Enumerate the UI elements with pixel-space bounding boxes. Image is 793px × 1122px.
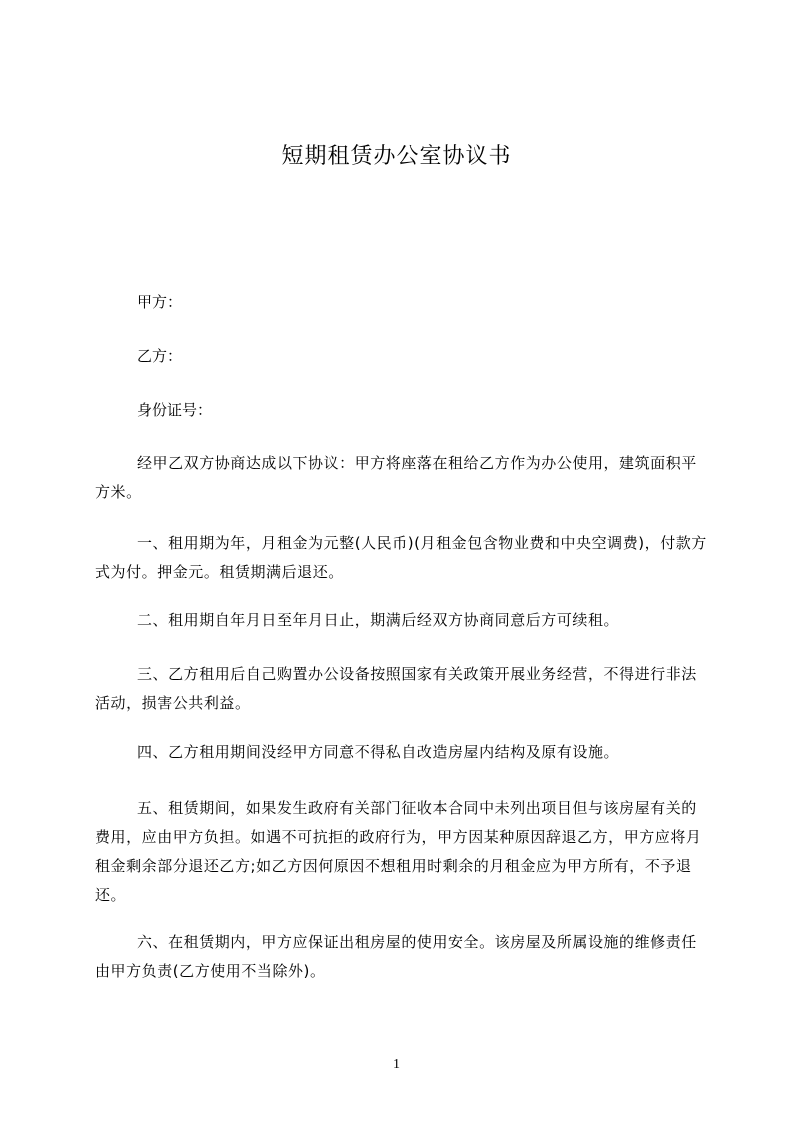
party-b-field: 乙方： — [137, 347, 183, 365]
page-title: 短期租赁办公室协议书 — [281, 144, 512, 169]
agreement-intro-paragraph: 经甲乙双方协商达成以下协议：甲方将座落在租给乙方作为办公使用，建筑面积平方米。 — [95, 454, 697, 501]
clause-5-paragraph: 五、租赁期间，如果发生政府有关部门征收本合同中未列出项目但与该房屋有关的费用，应由甲方负担。如遇不可抗拒的政府行为，甲方因某种原因辞退乙方，甲方应将月租金剩余部分退还乙方;如乙方因何原因不想租用时剩余的月租金应为甲方所有，不予退还。 — [95, 799, 702, 904]
party-a-field: 甲方： — [137, 293, 183, 311]
clause-1-paragraph: 一、租用期为年，月租金为元整(人民币)(月租金包含物业费和中央空调费)，付款方式为付。押金元。租赁期满后退还。 — [95, 534, 707, 581]
clause-3-paragraph: 三、乙方租用后自己购置办公设备按照国家有关政策开展业务经营，不得进行非法活动，损害公共利益。 — [95, 665, 697, 712]
id-number-field: 身份证号： — [137, 401, 213, 419]
clause-2-paragraph: 二、租用期自年月日至年月日止，期满后经双方协商同意后方可续租。 — [137, 611, 620, 629]
clause-6-paragraph: 六、在租赁期内，甲方应保证出租房屋的使用安全。该房屋及所属设施的维修责任由甲方负责(乙方使用不当除外)。 — [95, 933, 697, 980]
clause-4-paragraph: 四、乙方租用期间没经甲方同意不得私自改造房屋内结构及原有设施。 — [137, 743, 620, 761]
page-number: 1 — [393, 1057, 400, 1072]
